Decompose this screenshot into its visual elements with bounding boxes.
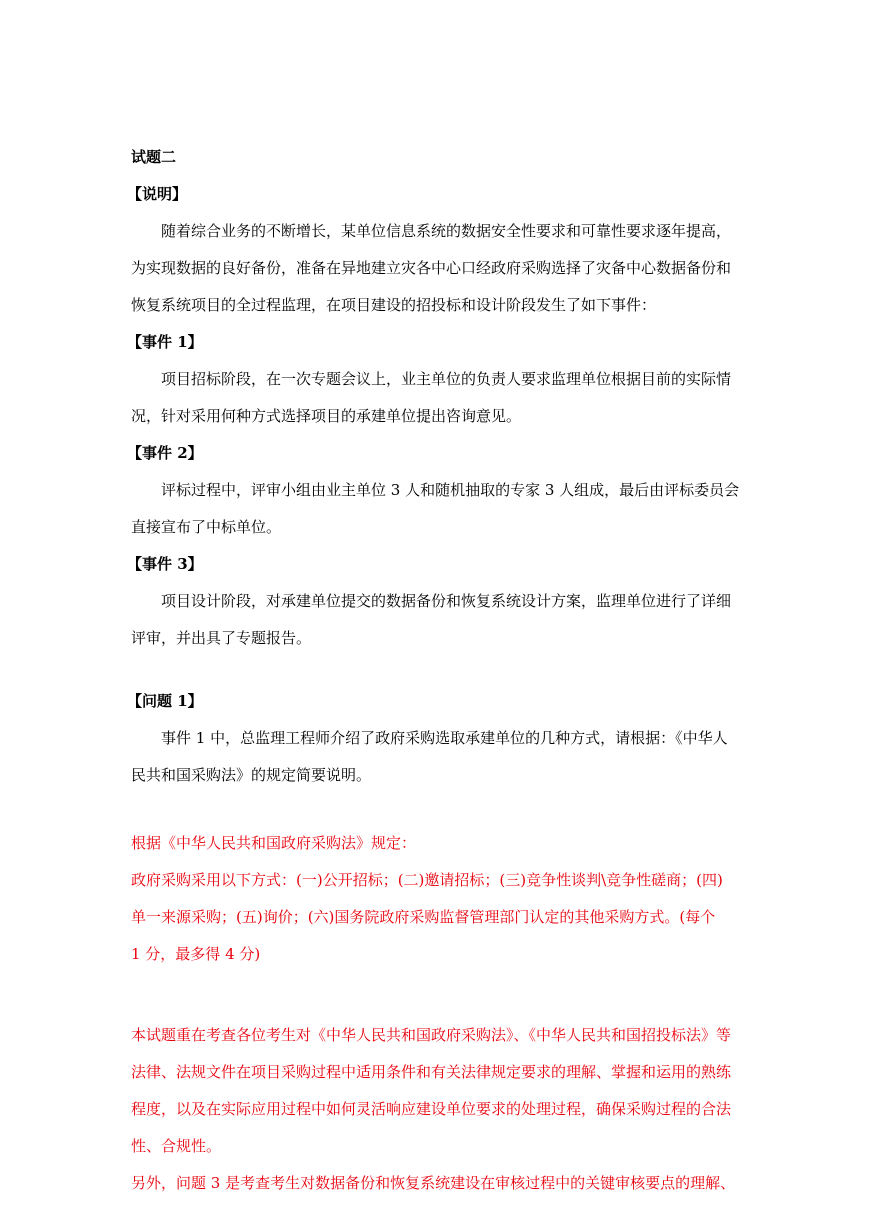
description-line: 随着综合业务的不断增长，某单位信息系统的数据安全性要求和可靠性要求逐年提高， xyxy=(161,222,732,240)
answer-line: 根据《中华人民共和国政府采购法》规定： xyxy=(131,834,417,852)
event3-line: 评审，并出具了专题报告。 xyxy=(131,629,312,647)
event1-heading: 【事件 1】 xyxy=(127,333,203,351)
event2-line: 评标过程中，评审小组由业主单位 3 人和随机抽取的专家 3 人组成，最后由评标委员会 xyxy=(161,481,740,499)
question1-line: 民共和国采购法》的规定简要说明。 xyxy=(131,766,372,784)
question-title: 试题二 xyxy=(131,148,177,166)
description-heading: 【说明】 xyxy=(127,185,188,203)
event2-line: 直接宣布了中标单位。 xyxy=(131,518,282,536)
event1-line: 项目招标阶段，在一次专题会议上，业主单位的负责人要求监理单位根据目前的实际情 xyxy=(161,370,732,388)
answer-line: 1 分，最多得 4 分) xyxy=(131,945,261,963)
analysis-line: 本试题重在考查各位考生对《中华人民共和国政府采购法》、《中华人民共和国招投标法》等 xyxy=(131,1026,732,1044)
analysis-line: 另外，问题 3 是考查考生对数据备份和恢复系统建设在审核过程中的关键审核要点的理解、 xyxy=(131,1174,736,1192)
event3-heading: 【事件 3】 xyxy=(127,555,203,573)
analysis-line: 性、合规性。 xyxy=(131,1137,222,1155)
document-page xyxy=(127,143,740,1198)
event2-heading: 【事件 2】 xyxy=(127,444,203,462)
description-line: 恢复系统项目的全过程监理，在项目建设的招投标和设计阶段发生了如下事件： xyxy=(131,296,657,314)
analysis-line: 程度，以及在实际应用过程中如何灵活响应建设单位要求的处理过程，确保采购过程的合法 xyxy=(131,1100,732,1118)
analysis-line: 法律、法规文件在项目采购过程中适用条件和有关法律规定要求的理解、掌握和运用的熟练 xyxy=(131,1063,732,1081)
question1-line: 事件 1 中，总监理工程师介绍了政府采购选取承建单位的几种方式，请根据：《中华人 xyxy=(161,729,728,747)
answer-line: 单一来源采购；(五)询价；(六)国务院政府采购监督管理部门认定的其他采购方式。(每个 xyxy=(131,908,716,926)
answer-line: 政府采购采用以下方式：(一)公开招标；(二)邀请招标；(三)竞争性谈判\竞争性磋商；(四) xyxy=(131,871,723,889)
event1-line: 况，针对采用何种方式选择项目的承建单位提出咨询意见。 xyxy=(131,407,522,425)
description-line: 为实现数据的良好备份，准备在异地建立灾各中心口经政府采购选择了灾备中心数据备份和 xyxy=(131,259,732,277)
question1-heading: 【问题 1】 xyxy=(127,692,203,710)
event3-line: 项目设计阶段，对承建单位提交的数据备份和恢复系统设计方案，监理单位进行了详细 xyxy=(161,592,732,610)
